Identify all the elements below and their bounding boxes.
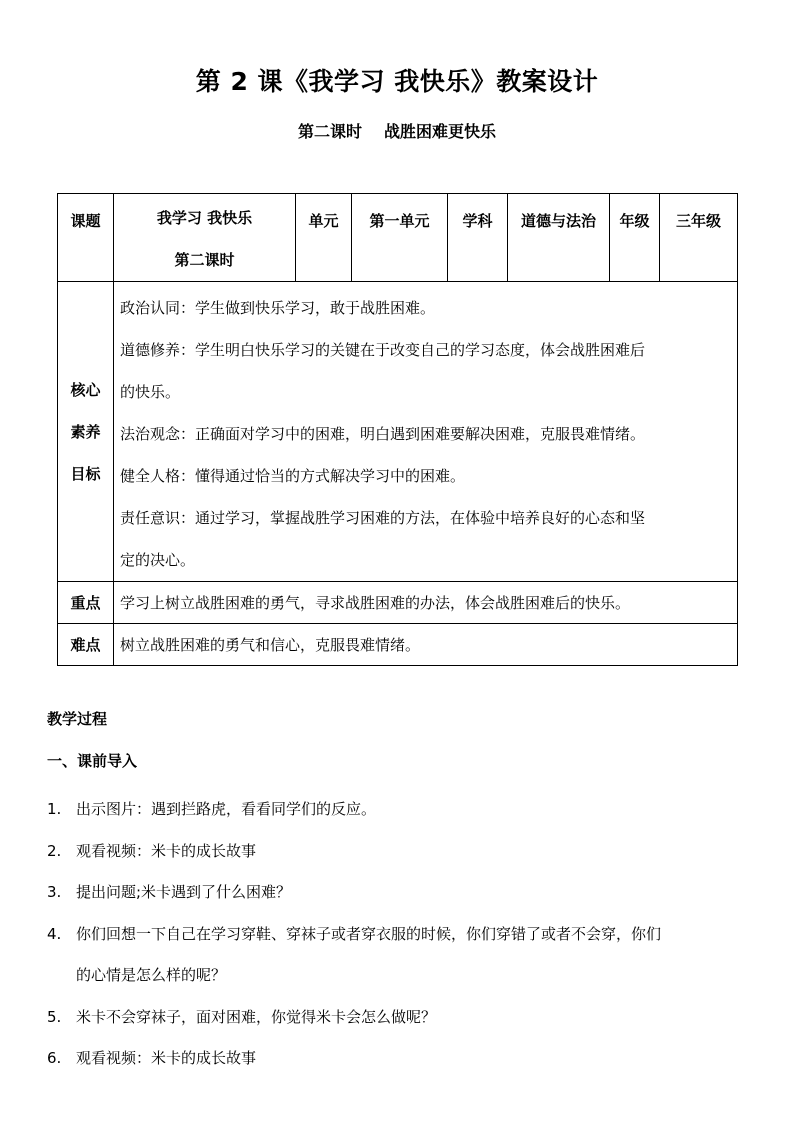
list-item <box>47 789 747 831</box>
list-item <box>47 831 747 873</box>
core-literacy-content <box>114 282 738 582</box>
document-title: 第 2 课《我学习 我快乐》教案设计 <box>195 67 599 96</box>
core-literacy-label: 核心 素养 目标 <box>58 282 114 582</box>
teaching-process-heading: 教学过程 <box>47 710 108 728</box>
step-text: 观看视频：米卡的成长故事 <box>76 1049 257 1067</box>
list-item <box>47 997 747 1039</box>
core-line: 健全人格：懂得通过恰当的方式解决学习中的困难。 <box>120 467 466 485</box>
core-literacy-row <box>58 282 738 582</box>
key-point-label: 重点 <box>58 582 114 624</box>
document-subtitle <box>0 120 794 144</box>
step-number: 5. <box>47 1007 62 1026</box>
course-value-line2: 第二课时 <box>174 251 235 269</box>
lesson-info-table <box>57 193 738 666</box>
key-point-row <box>58 582 738 624</box>
difficulty-label: 难点 <box>58 624 114 666</box>
subtitle-lesson: 第二课时 <box>297 122 362 141</box>
core-line: 责任意识：通过学习，掌握战胜学习困难的方法，在体验中培养良好的心态和坚 <box>120 509 646 527</box>
step-number: 1. <box>47 800 62 818</box>
section-intro-heading: 一、课前导入 <box>47 752 138 770</box>
grade-value: 三年级 <box>675 212 721 230</box>
course-value <box>114 194 295 281</box>
difficulty-row <box>58 624 738 666</box>
step-text: 米卡不会穿袜子，面对困难，你觉得米卡会怎么做呢？ <box>76 1007 437 1026</box>
step-number: 6. <box>47 1049 62 1067</box>
grade-label: 年级 <box>619 212 650 230</box>
step-number: 4. <box>47 924 62 943</box>
core-line: 的快乐。 <box>120 383 181 401</box>
subtitle-topic: 战胜困难更快乐 <box>384 122 497 141</box>
step-text-continued: 的心情是怎么样的呢？ <box>76 966 227 984</box>
step-number: 2. <box>47 841 62 860</box>
key-point-text: 学习上树立战胜困难的勇气，寻求战胜困难的办法，体会战胜困难后的快乐。 <box>114 582 738 624</box>
list-item <box>47 914 747 997</box>
step-text: 出示图片：遇到拦路虎，看看同学们的反应。 <box>76 800 377 818</box>
course-label: 课题 <box>70 212 101 230</box>
course-value-line1: 我学习 我快乐 <box>156 209 253 227</box>
unit-value: 第一单元 <box>369 212 430 230</box>
intro-step-list <box>47 789 747 1080</box>
step-text: 观看视频：米卡的成长故事 <box>76 841 257 860</box>
table-header-row <box>58 194 738 282</box>
subject-label: 学科 <box>462 212 493 230</box>
subject-value: 道德与法治 <box>520 212 596 230</box>
unit-label: 单元 <box>308 212 339 230</box>
core-line: 法治观念：正确面对学习中的困难，明白遇到困难要解决困难，克服畏难情绪。 <box>120 425 646 443</box>
difficulty-text: 树立战胜困难的勇气和信心，克服畏难情绪。 <box>114 624 738 666</box>
step-text: 你们回想一下自己在学习穿鞋、穿袜子或者穿衣服的时候，你们穿错了或者不会穿，你们 <box>76 924 662 943</box>
core-line: 定的决心。 <box>120 551 196 569</box>
core-line: 政治认同：学生做到快乐学习，敢于战胜困难。 <box>120 299 436 317</box>
core-line: 道德修养：学生明白快乐学习的关键在于改变自己的学习态度，体会战胜困难后 <box>120 341 646 359</box>
list-item <box>47 872 747 914</box>
step-number: 3. <box>47 883 62 901</box>
list-item <box>47 1038 747 1080</box>
step-text: 提出问题;米卡遇到了什么困难？ <box>76 883 292 901</box>
